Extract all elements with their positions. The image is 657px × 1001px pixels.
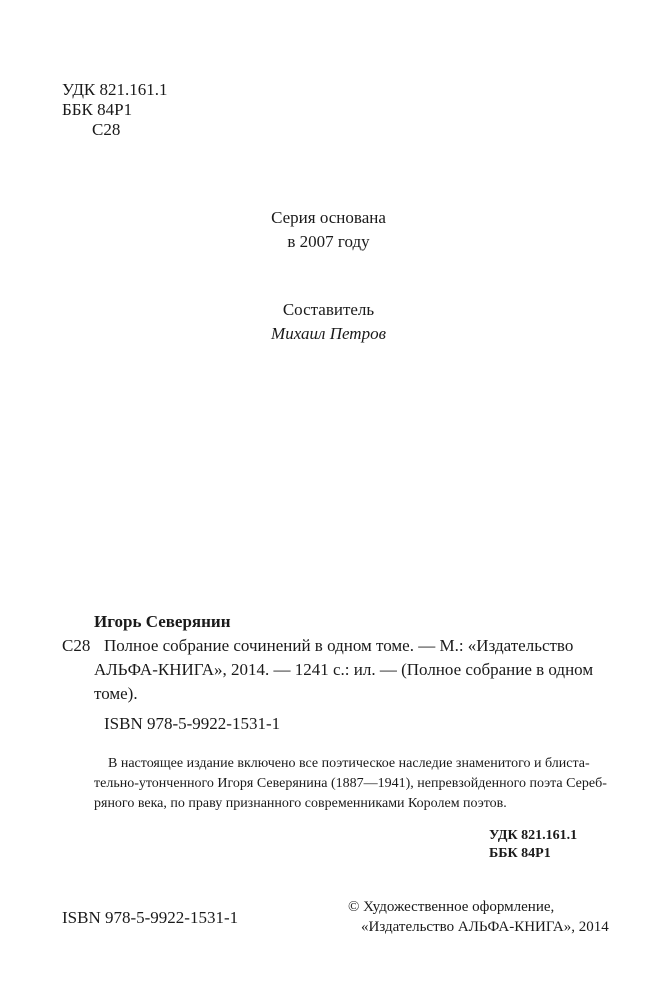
biblio-author: Игорь Северянин (94, 612, 231, 631)
annotation-line-3: ряного века, по праву признанного современниками Королем поэтов. (94, 796, 507, 811)
author-mark: С28 (92, 120, 121, 139)
compiler-name: Михаил Петров (271, 324, 386, 343)
biblio-mark: С28 (62, 636, 91, 655)
annotation-line-2: тельно-утонченного Игоря Северянина (1887—1941), непревзойденного поэта Сереб- (94, 776, 607, 791)
copyright-line-1: © Художественное оформление, (348, 899, 555, 915)
biblio-title-line-2: АЛЬФА-КНИГА», 2014. — 1241 с.: ил. — (Полное собрание в одном (94, 660, 594, 679)
compiler-label: Составитель (282, 300, 375, 319)
biblio-isbn: ISBN 978-5-9922-1531-1 (104, 714, 281, 733)
footer-isbn: ISBN 978-5-9922-1531-1 (62, 908, 239, 927)
annotation-line-1: В настоящее издание включено все поэтическое наследие знаменитого и блиста- (108, 756, 590, 771)
copyright-line-2: «Издательство АЛЬФА-КНИГА», 2014 (361, 919, 609, 935)
udk-code-right: УДК 821.161.1 (489, 828, 578, 843)
series-line-2: в 2007 году (287, 232, 370, 251)
bbk-code: ББК 84Р1 (62, 100, 133, 119)
biblio-title-line-3: томе). (94, 684, 138, 703)
annotation (94, 754, 607, 814)
bbk-code-right: ББК 84Р1 (489, 846, 551, 861)
biblio-title-line-1: Полное собрание сочинений в одном томе. — М.: «Издательство (104, 636, 574, 655)
series-line-1: Серия основана (271, 208, 386, 227)
udk-code: УДК 821.161.1 (62, 80, 168, 99)
